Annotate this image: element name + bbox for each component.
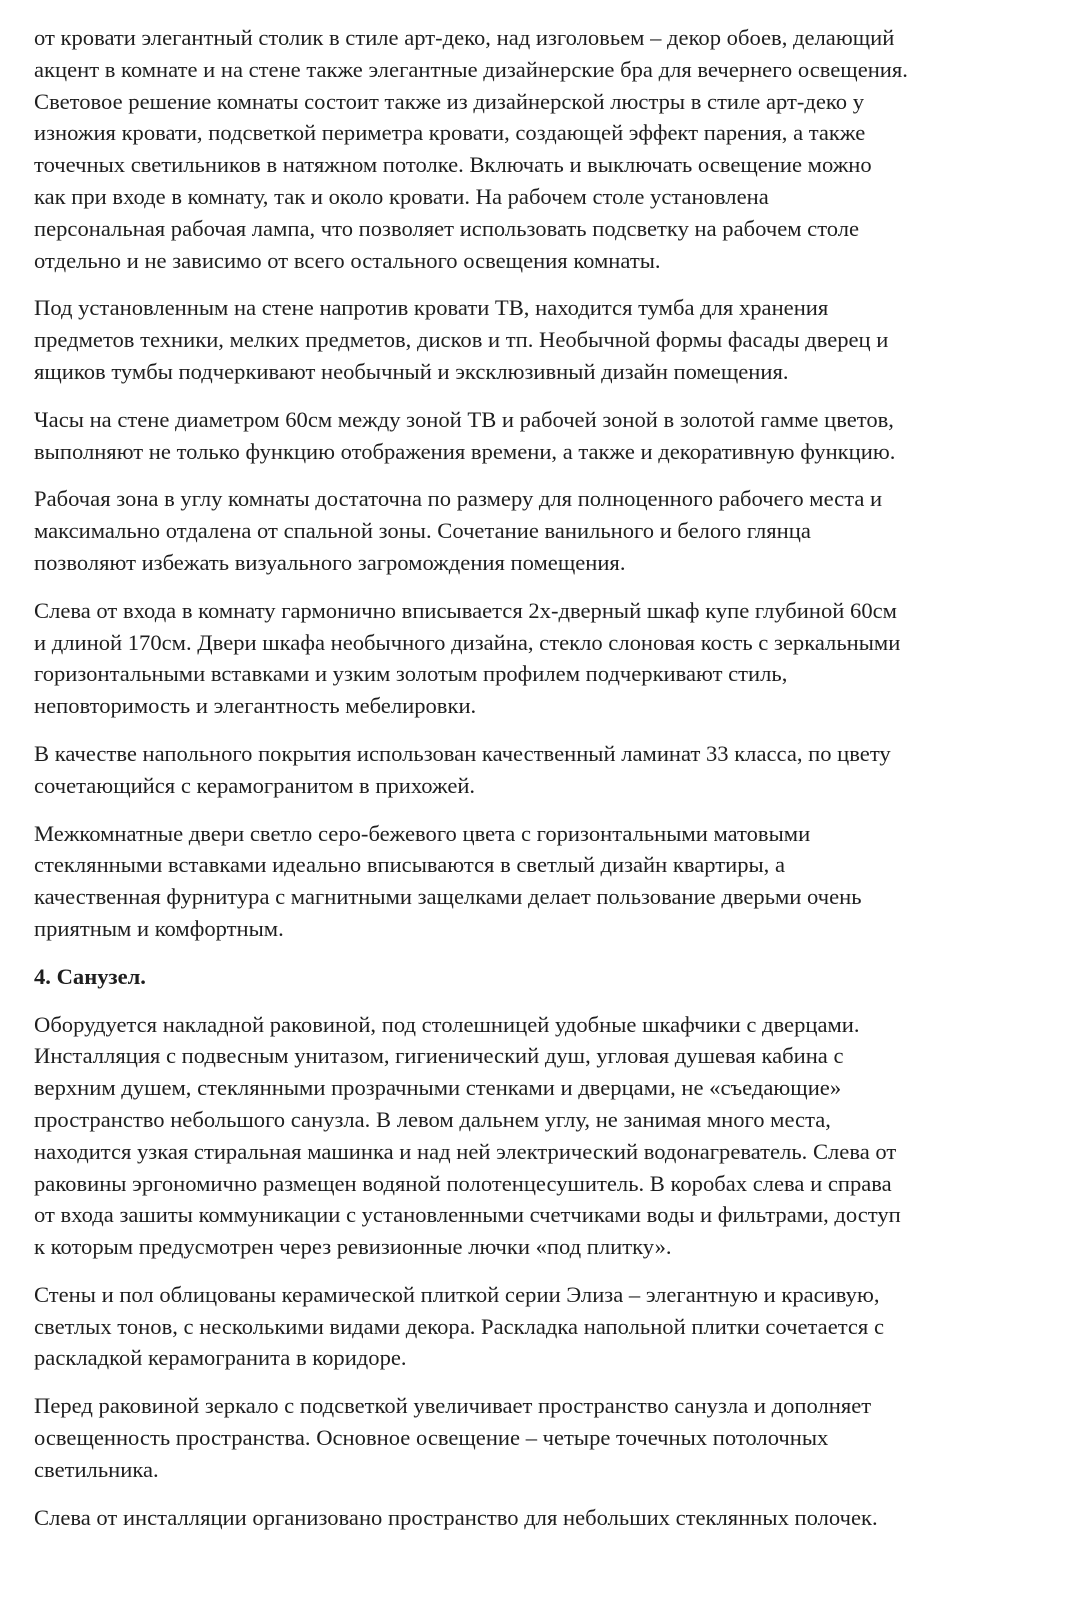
text-line: персональная рабочая лампа, что позволяет использовать подсветку на рабочем столе bbox=[34, 215, 860, 241]
document-page bbox=[34, 22, 1044, 1549]
text-line: Инсталляция с подвесным унитазом, гигиенический душ, угловая душевая кабина с bbox=[34, 1043, 844, 1069]
text-line: Часы на стене диаметром 60см между зоной ТВ и рабочей зоной в золотой гамме цветов, bbox=[34, 406, 894, 432]
text-line: Рабочая зона в углу комнаты достаточна по размеру для полноценного рабочего места и bbox=[34, 486, 883, 512]
text-line: горизонтальными вставками и узким золотым профилем подчеркивают стиль, bbox=[34, 661, 788, 687]
text-line: освещенность пространства. Основное освещение – четыре точечных потолочных bbox=[34, 1425, 829, 1451]
paragraph-tiles bbox=[34, 1279, 1044, 1374]
paragraph-wardrobe bbox=[34, 595, 1044, 722]
text-line: качественная фурнитура с магнитными защелками делает пользование дверьми очень bbox=[34, 884, 862, 910]
text-line: Слева от входа в комнату гармонично вписывается 2х-дверный шкаф купе глубиной 60см bbox=[34, 597, 897, 623]
text-line: светлых тонов, с несколькими видами декора. Раскладка напольной плитки сочетается с bbox=[34, 1313, 884, 1339]
text-line: верхним душем, стеклянными прозрачными стенками и дверцами, не «съедающие» bbox=[34, 1075, 842, 1101]
text-line: Стены и пол облицованы керамической плиткой серии Элиза – элегантную и красивую, bbox=[34, 1281, 880, 1307]
text-line: максимально отдалена от спальной зоны. Сочетание ванильного и белого глянца bbox=[34, 518, 811, 544]
section-heading-bathroom bbox=[34, 961, 1044, 993]
paragraph-flooring bbox=[34, 738, 1044, 802]
text-line: В качестве напольного покрытия использован качественный ламинат 33 класса, по цвету bbox=[34, 740, 891, 766]
paragraph-tv-cabinet bbox=[34, 292, 1044, 387]
paragraph-wall-clock bbox=[34, 404, 1044, 468]
text-line: от входа зашиты коммуникации с установленными счетчиками воды и фильтрами, доступ bbox=[34, 1202, 901, 1228]
text-line: Световое решение комнаты состоит также из дизайнерской люстры в стиле арт-деко у bbox=[34, 88, 864, 114]
text-line: Межкомнатные двери светло серо-бежевого цвета с горизонтальными матовыми bbox=[34, 820, 811, 846]
text-line: изножия кровати, подсветкой периметра кровати, создающей эффект парения, а также bbox=[34, 120, 866, 146]
text-line: позволяют избежать визуального загромождения помещения. bbox=[34, 549, 626, 575]
text-line: раскладкой керамогранита в коридоре. bbox=[34, 1345, 407, 1371]
text-line: сочетающийся с керамогранитом в прихожей. bbox=[34, 772, 476, 798]
heading-text: 4. Санузел. bbox=[34, 963, 146, 989]
paragraph-bedroom-lighting bbox=[34, 22, 1044, 276]
text-line: предметов техники, мелких предметов, дисков и тп. Необычной формы фасады дверец и bbox=[34, 327, 889, 353]
text-line: раковины эргономично размещен водяной полотенцесушитель. В коробах слева и справа bbox=[34, 1170, 892, 1196]
text-line: стеклянными вставками идеально вписываются в светлый дизайн квартиры, а bbox=[34, 852, 785, 878]
text-line: и длиной 170см. Двери шкафа необычного дизайна, стекло слоновая кость с зеркальными bbox=[34, 629, 901, 655]
text-line: точечных светильников в натяжном потолке. Включать и выключать освещение можно bbox=[34, 152, 872, 178]
paragraph-interior-doors bbox=[34, 818, 1044, 945]
paragraph-bathroom-equipment bbox=[34, 1009, 1044, 1263]
text-line: Оборудуется накладной раковиной, под столешницей удобные шкафчики с дверцами. bbox=[34, 1011, 860, 1037]
paragraph-glass-shelves bbox=[34, 1502, 1044, 1534]
text-line: к которым предусмотрен через ревизионные лючки «под плитку». bbox=[34, 1234, 672, 1260]
text-line: ящиков тумбы подчеркивают необычный и эксклюзивный дизайн помещения. bbox=[34, 358, 789, 384]
paragraph-mirror-lighting bbox=[34, 1390, 1044, 1485]
text-line: как при входе в комнату, так и около кровати. На рабочем столе установлена bbox=[34, 183, 769, 209]
text-line: приятным и комфортным. bbox=[34, 915, 284, 941]
text-line: выполняют не только функцию отображения времени, а также и декоративную функцию. bbox=[34, 438, 896, 464]
text-line: находится узкая стиральная машинка и над ней электрический водонагреватель. Слева от bbox=[34, 1138, 897, 1164]
text-line: Под установленным на стене напротив кровати ТВ, находится тумба для хранения bbox=[34, 295, 829, 321]
text-line: от кровати элегантный столик в стиле арт-деко, над изголовьем – декор обоев, делающий bbox=[34, 25, 895, 50]
paragraph-work-zone bbox=[34, 483, 1044, 578]
text-line: отдельно и не зависимо от всего остального освещения комнаты. bbox=[34, 247, 661, 273]
text-line: светильника. bbox=[34, 1456, 159, 1482]
text-line: Перед раковиной зеркало с подсветкой увеличивает пространство санузла и дополняет bbox=[34, 1393, 872, 1419]
text-line: пространство небольшого санузла. В левом дальнем углу, не занимая много места, bbox=[34, 1106, 831, 1132]
text-line: акцент в комнате и на стене также элегантные дизайнерские бра для вечернего освещения. bbox=[34, 56, 908, 82]
text-line: Слева от инсталляции организовано пространство для небольших стеклянных полочек. bbox=[34, 1504, 878, 1530]
text-line: неповторимость и элегантность мебелировки. bbox=[34, 693, 477, 719]
